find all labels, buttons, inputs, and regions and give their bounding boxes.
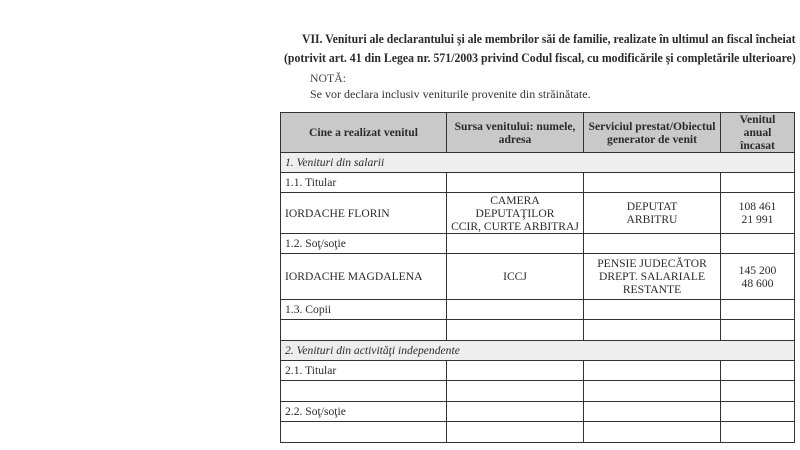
income-service: DEPUTAT ARBITRU bbox=[584, 193, 721, 234]
table-row bbox=[281, 320, 795, 341]
table-row bbox=[281, 234, 795, 254]
earner-name: IORDACHE FLORIN bbox=[281, 193, 447, 234]
section-label: 2. Venituri din activităţi independente bbox=[281, 341, 795, 361]
header-source: Sursa venitului: numele, adresa bbox=[447, 113, 584, 153]
header-service: Serviciul prestat/Obiectul generator de venit bbox=[584, 113, 721, 153]
income-service: PENSIE JUDECĂTOR DREPT. SALARIALE RESTANTE bbox=[584, 254, 721, 300]
table-row bbox=[281, 173, 795, 193]
income-source: ICCJ bbox=[447, 254, 584, 300]
nota-label: NOTĂ: bbox=[310, 71, 347, 85]
table-row bbox=[281, 402, 795, 422]
subsection-label: 2.1. Titular bbox=[281, 361, 447, 381]
subsection-label: 2.2. Soţ/soţie bbox=[281, 402, 447, 422]
table-row bbox=[281, 193, 795, 234]
section-subtitle: (potrivit art. 41 din Legea nr. 571/2003 privind Codul fiscal, cu modificările şi completările ulterioare) bbox=[284, 51, 796, 65]
table-row bbox=[281, 300, 795, 320]
document-page bbox=[228, 0, 800, 450]
income-amount: 108 461 21 991 bbox=[721, 193, 795, 234]
subsection-label: 1.1. Titular bbox=[281, 173, 447, 193]
income-table bbox=[280, 112, 795, 443]
table-row bbox=[281, 422, 795, 443]
section-row-salaries bbox=[281, 153, 795, 173]
earner-name: IORDACHE MAGDALENA bbox=[281, 254, 447, 300]
nota-text: Se vor declara inclusiv veniturile provenite din străinătate. bbox=[310, 87, 591, 101]
table-row bbox=[281, 361, 795, 381]
blank-margin bbox=[0, 0, 229, 450]
table-row bbox=[281, 254, 795, 300]
section-row-independent bbox=[281, 341, 795, 361]
header-income: Venitul anual încasat bbox=[721, 113, 795, 153]
subsection-label: 1.3. Copii bbox=[281, 300, 447, 320]
subsection-label: 1.2. Soţ/soţie bbox=[281, 234, 447, 254]
income-amount: 145 200 48 600 bbox=[721, 254, 795, 300]
header-who: Cine a realizat venitul bbox=[281, 113, 447, 153]
income-source: CAMERA DEPUTAŢILOR CCIR, CURTE ARBITRAJ bbox=[447, 193, 584, 234]
section-title: VII. Venituri ale declarantului şi ale membrilor săi de familie, realizate în ultimul an fiscal încheiat bbox=[302, 32, 796, 46]
section-label: 1. Venituri din salarii bbox=[281, 153, 795, 173]
table-header-row bbox=[281, 113, 795, 153]
table-row bbox=[281, 381, 795, 402]
